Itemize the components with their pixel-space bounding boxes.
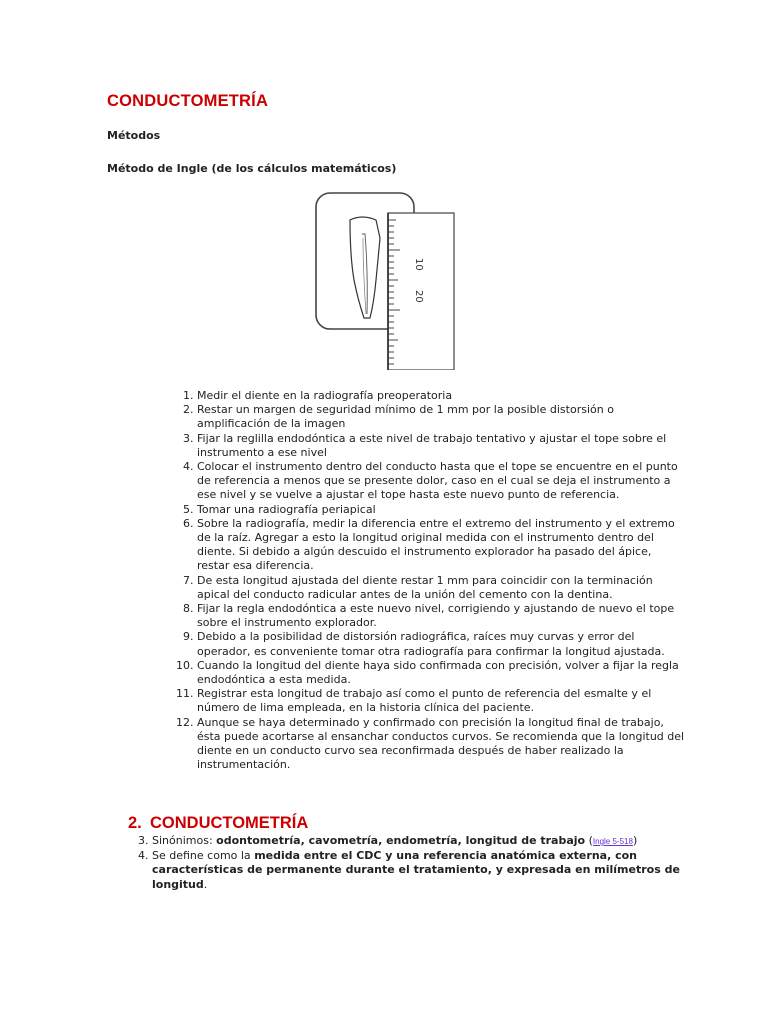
ruler-label-10: 10 — [413, 258, 424, 271]
page-title: CONDUCTOMETRÍA — [107, 92, 269, 110]
ingle-method-heading: Método de Ingle (de los cálculos matemáticos) — [107, 162, 397, 175]
definition-period: . — [203, 877, 208, 891]
list-item: 12. Aunque se haya determinado y confirmado con precisión la longitud final de trabajo, ésta puede acortarse al ensanchar conductos curvos. Se recomienda que la longitud del diente en un conducto curvo sea reconfirmada después de haber realizado la instrumentación. — [197, 716, 687, 773]
paren-close: ) — [632, 834, 638, 847]
ingle-reference-link[interactable]: Ingle 5-518 — [592, 837, 633, 846]
ruler-label-20: 20 — [413, 290, 424, 303]
section-title: CONDUCTOMETRÍA — [150, 814, 309, 832]
list-item: 7. De esta longitud ajustada del diente restar 1 mm para coincidir con la terminación apical del conducto radicular antes de la unión del cemento con la dentina. — [197, 574, 687, 602]
synonyms-item — [152, 834, 692, 849]
synonyms-terms: odontometría, cavometría, endometría, longitud de trabajo — [216, 834, 586, 847]
list-item: 6. Sobre la radiografía, medir la diferencia entre el extremo del instrumento y el extremo de la raíz. Agregar a esto la longitud original medida con el instrumento dentro del diente. Si debido a algún descuido el instrumento explorador ha pasado del ápice, restar esa diferencia. — [197, 517, 687, 574]
definition-text: medida entre el CDC y una referencia anatómica externa, con características de permanente durante el tratamiento, y expresada en milímetros de longitud — [152, 849, 680, 891]
procedure-steps-list — [170, 389, 687, 772]
definitions-list — [130, 834, 692, 892]
tooth-canal-inner — [363, 238, 366, 314]
list-item: 3. Fijar la reglilla endodóntica a este nivel de trabajo tentativo y ajustar el tope sobre el instrumento a ese nivel — [197, 432, 687, 460]
definition-item — [152, 849, 692, 892]
section-2-heading — [128, 814, 308, 833]
section-number: 2. — [128, 814, 142, 832]
list-item: 4. Colocar el instrumento dentro del conducto hasta que el tope se encuentre en el punto de referencia a menos que se presente dolor, caso en el cual se deja el instrumento a ese nivel y se vuelve a ajustar el tope hasta este nuevo punto de referencia. — [197, 460, 687, 503]
definition-label: Se define como la — [152, 849, 255, 863]
list-item: 10. Cuando la longitud del diente haya sido confirmada con precisión, volver a fijar la regla endodóntica a esta medida. — [197, 659, 687, 687]
tooth-ruler-illustration — [310, 190, 460, 370]
list-item: 2. Restar un margen de seguridad mínimo de 1 mm por la posible distorsión o amplificación de la imagen — [197, 403, 687, 431]
list-item: 11. Registrar esta longitud de trabajo así como el punto de referencia del esmalte y el número de lima empleada, en la historia clínica del paciente. — [197, 687, 687, 715]
list-item: 9. Debido a la posibilidad de distorsión radiográfica, raíces muy curvas y error del operador, es conveniente tomar otra radiografía para confirmar la longitud ajustada. — [197, 630, 687, 658]
methods-heading: Métodos — [107, 129, 161, 142]
list-item: 5. Tomar una radiografía periapical — [197, 503, 687, 517]
list-item: 1. Medir el diente en la radiografía preoperatoria — [197, 389, 687, 403]
list-item: 8. Fijar la regla endodóntica a este nuevo nivel, corrigiendo y ajustando de nuevo el tope sobre el instrumento explorador. — [197, 602, 687, 630]
synonyms-label: Sinónimos: — [152, 834, 217, 847]
paren-open: ( — [585, 834, 593, 847]
